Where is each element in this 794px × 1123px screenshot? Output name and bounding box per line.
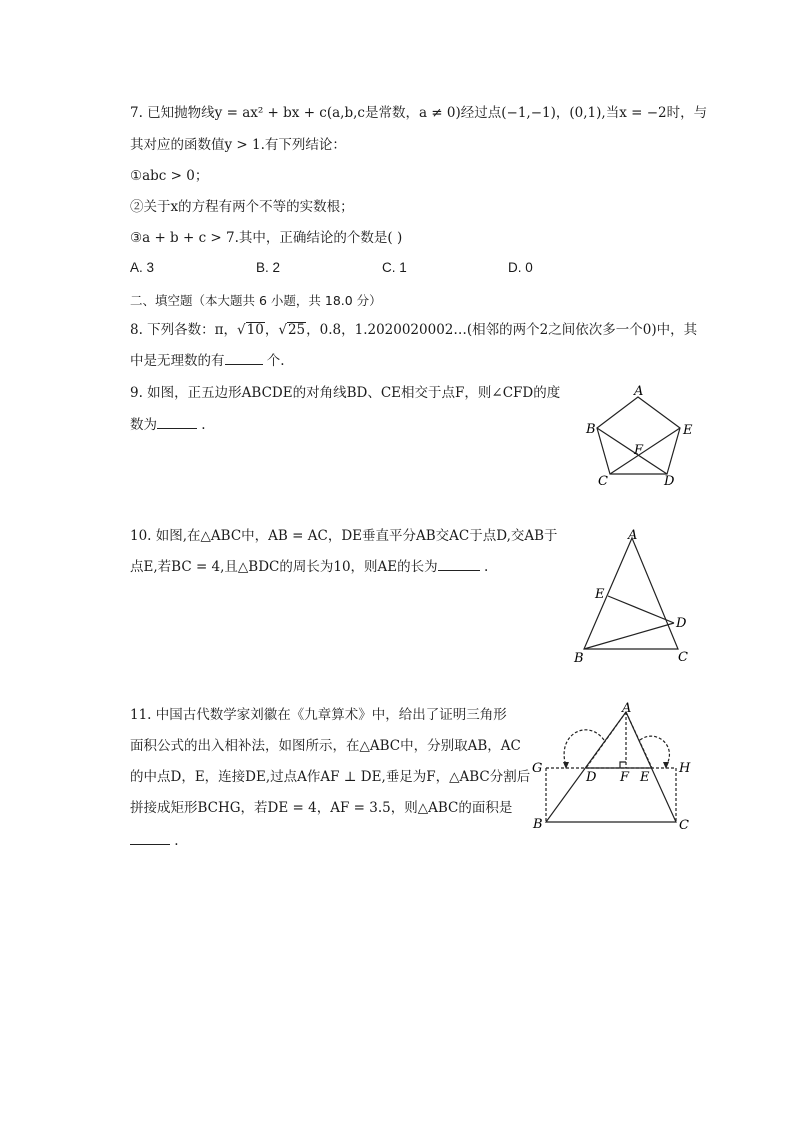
q10-triangle-figure — [568, 526, 698, 666]
q9-line-1: 9. 如图，正五边形ABCDE的对角线BD、CE相交于点F，则∠CFD的度 — [130, 385, 561, 401]
q7-line-1: 7. 已知抛物线y = ax² + bx + c(a,b,c是常数，a ≠ 0)经过点(−1,−1)，(0,1),当x = −2时，与 — [130, 105, 708, 121]
q11-label-g: G — [532, 761, 543, 776]
q7-line-3: ①abc > 0； — [130, 168, 209, 184]
q11-rectangle-figure — [528, 700, 698, 836]
q8-line-1 — [130, 321, 697, 339]
q11-label-h: H — [679, 761, 691, 776]
sqrt-sign-2: √ — [278, 322, 287, 338]
section-heading: 二、填空题（本大题共 6 小题，共 18.0 分） — [130, 293, 382, 308]
q7-choice-c[interactable]: C. 1 — [382, 260, 407, 275]
q9-label-b: B — [586, 422, 596, 437]
q10-label-c: C — [678, 650, 688, 665]
q11-label-d: D — [586, 770, 597, 785]
q8-comma: ， — [264, 322, 279, 338]
q8-line-2 — [130, 352, 285, 370]
q9-label-c: C — [598, 474, 608, 489]
q10-line-2 — [130, 558, 488, 576]
q8-text-b: ，0.8，1.2020020002…(相邻的两个2之间依次多一个0)中，其 — [306, 322, 698, 338]
q9-label-a: A — [634, 384, 644, 399]
q7-choice-b[interactable]: B. 2 — [256, 260, 281, 275]
q11-label-b: B — [533, 817, 543, 832]
q8-text-a: 8. 下列各数：π， — [130, 322, 238, 338]
q11-answer-blank[interactable] — [130, 832, 170, 845]
right-angle-mark — [620, 762, 626, 768]
q11-line-4: 拼接成矩形BCHG，若DE = 4，AF = 3.5，则△ABC的面积是 — [130, 800, 513, 816]
segment-ed — [608, 596, 674, 623]
rotation-arc-left — [564, 730, 604, 766]
q9-line-2 — [130, 416, 206, 434]
q10-label-d: D — [676, 616, 687, 631]
q7-line-5: ③a + b + c > 7.其中，正确结论的个数是( ) — [130, 230, 403, 246]
q8-text-c: 中是无理数的有 — [130, 353, 225, 369]
q11-label-f: F — [620, 770, 630, 785]
q10-text-a: 点E,若BC = 4,且△BDC的周长为10，则AE的长为 — [130, 559, 438, 575]
q11-label-a: A — [622, 701, 632, 716]
q7-choice-a[interactable]: A. 3 — [130, 260, 155, 275]
q9-pentagon-figure — [580, 384, 700, 490]
q9-label-e: E — [683, 423, 693, 438]
q11-text-end: . — [170, 833, 179, 849]
q11-line-1: 11. 中国古代数学家刘徽在《九章算术》中，给出了证明三角形 — [130, 707, 507, 723]
q8-text-d: 个. — [262, 353, 285, 369]
q11-line-2: 面积公式的出入相补法，如图所示，在△ABC中，分别取AB，AC — [130, 738, 521, 754]
q10-label-b: B — [574, 651, 584, 666]
q10-label-e: E — [595, 587, 605, 602]
q8-sqrt10: 10 — [246, 322, 264, 338]
q11-label-c: C — [679, 818, 689, 833]
q9-answer-blank[interactable] — [157, 416, 197, 429]
q9-text-a: 数为 — [130, 417, 157, 433]
q9-label-f: F — [634, 443, 644, 458]
q7-line-4: ②关于x的方程有两个不等的实数根； — [130, 199, 354, 215]
q8-sqrt25: 25 — [287, 322, 306, 338]
q11-line-3: 的中点D，E，连接DE,过点A作AF ⊥ DE,垂足为F，△ABC分割后 — [130, 769, 531, 785]
segment-bd — [584, 623, 674, 649]
q11-label-e: E — [640, 770, 650, 785]
q10-answer-blank[interactable] — [438, 558, 480, 571]
q10-text-b: . — [479, 559, 489, 575]
q8-answer-blank[interactable] — [225, 352, 263, 365]
q9-label-d: D — [664, 474, 675, 489]
q10-label-a: A — [628, 528, 638, 543]
sqrt-sign: √ — [237, 322, 246, 338]
q11-line-5 — [130, 832, 179, 850]
q7-choice-d[interactable]: D. 0 — [508, 260, 533, 275]
q7-line-2: 其对应的函数值y > 1.有下列结论： — [130, 137, 346, 153]
q9-text-b: . — [197, 417, 206, 433]
q10-line-1: 10. 如图,在△ABC中，AB = AC，DE垂直平分AB交AC于点D,交AB于 — [130, 528, 558, 544]
